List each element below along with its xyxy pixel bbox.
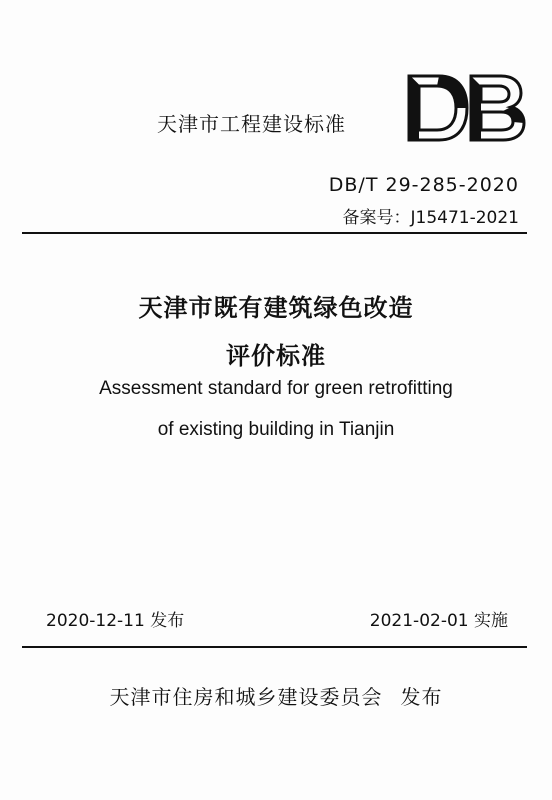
title-chinese-line2: 评价标准 <box>226 342 326 370</box>
bottom-divider <box>22 646 527 648</box>
standard-number: DB/T 29-285-2020 <box>328 174 519 196</box>
implementation-date: 2021-02-01 实施 <box>369 611 508 631</box>
record-number: 备案号：J15471-2021 <box>342 208 519 228</box>
issuing-authority: 天津市住房和城乡建设委员会 <box>109 685 383 709</box>
top-divider <box>22 232 527 234</box>
issuing-authority-line <box>0 681 552 710</box>
issue-action: 发布 <box>400 685 443 709</box>
title-english-line1: Assessment standard for green retrofitting <box>99 378 453 399</box>
title-english-line2: of existing building in Tianjin <box>157 419 395 440</box>
issuer-category: 天津市工程建设标准 <box>157 112 346 136</box>
db-standard-logo <box>405 72 527 144</box>
publish-date: 2020-12-11 发布 <box>46 611 185 631</box>
title-chinese-line1: 天津市既有建筑绿色改造 <box>138 294 414 322</box>
